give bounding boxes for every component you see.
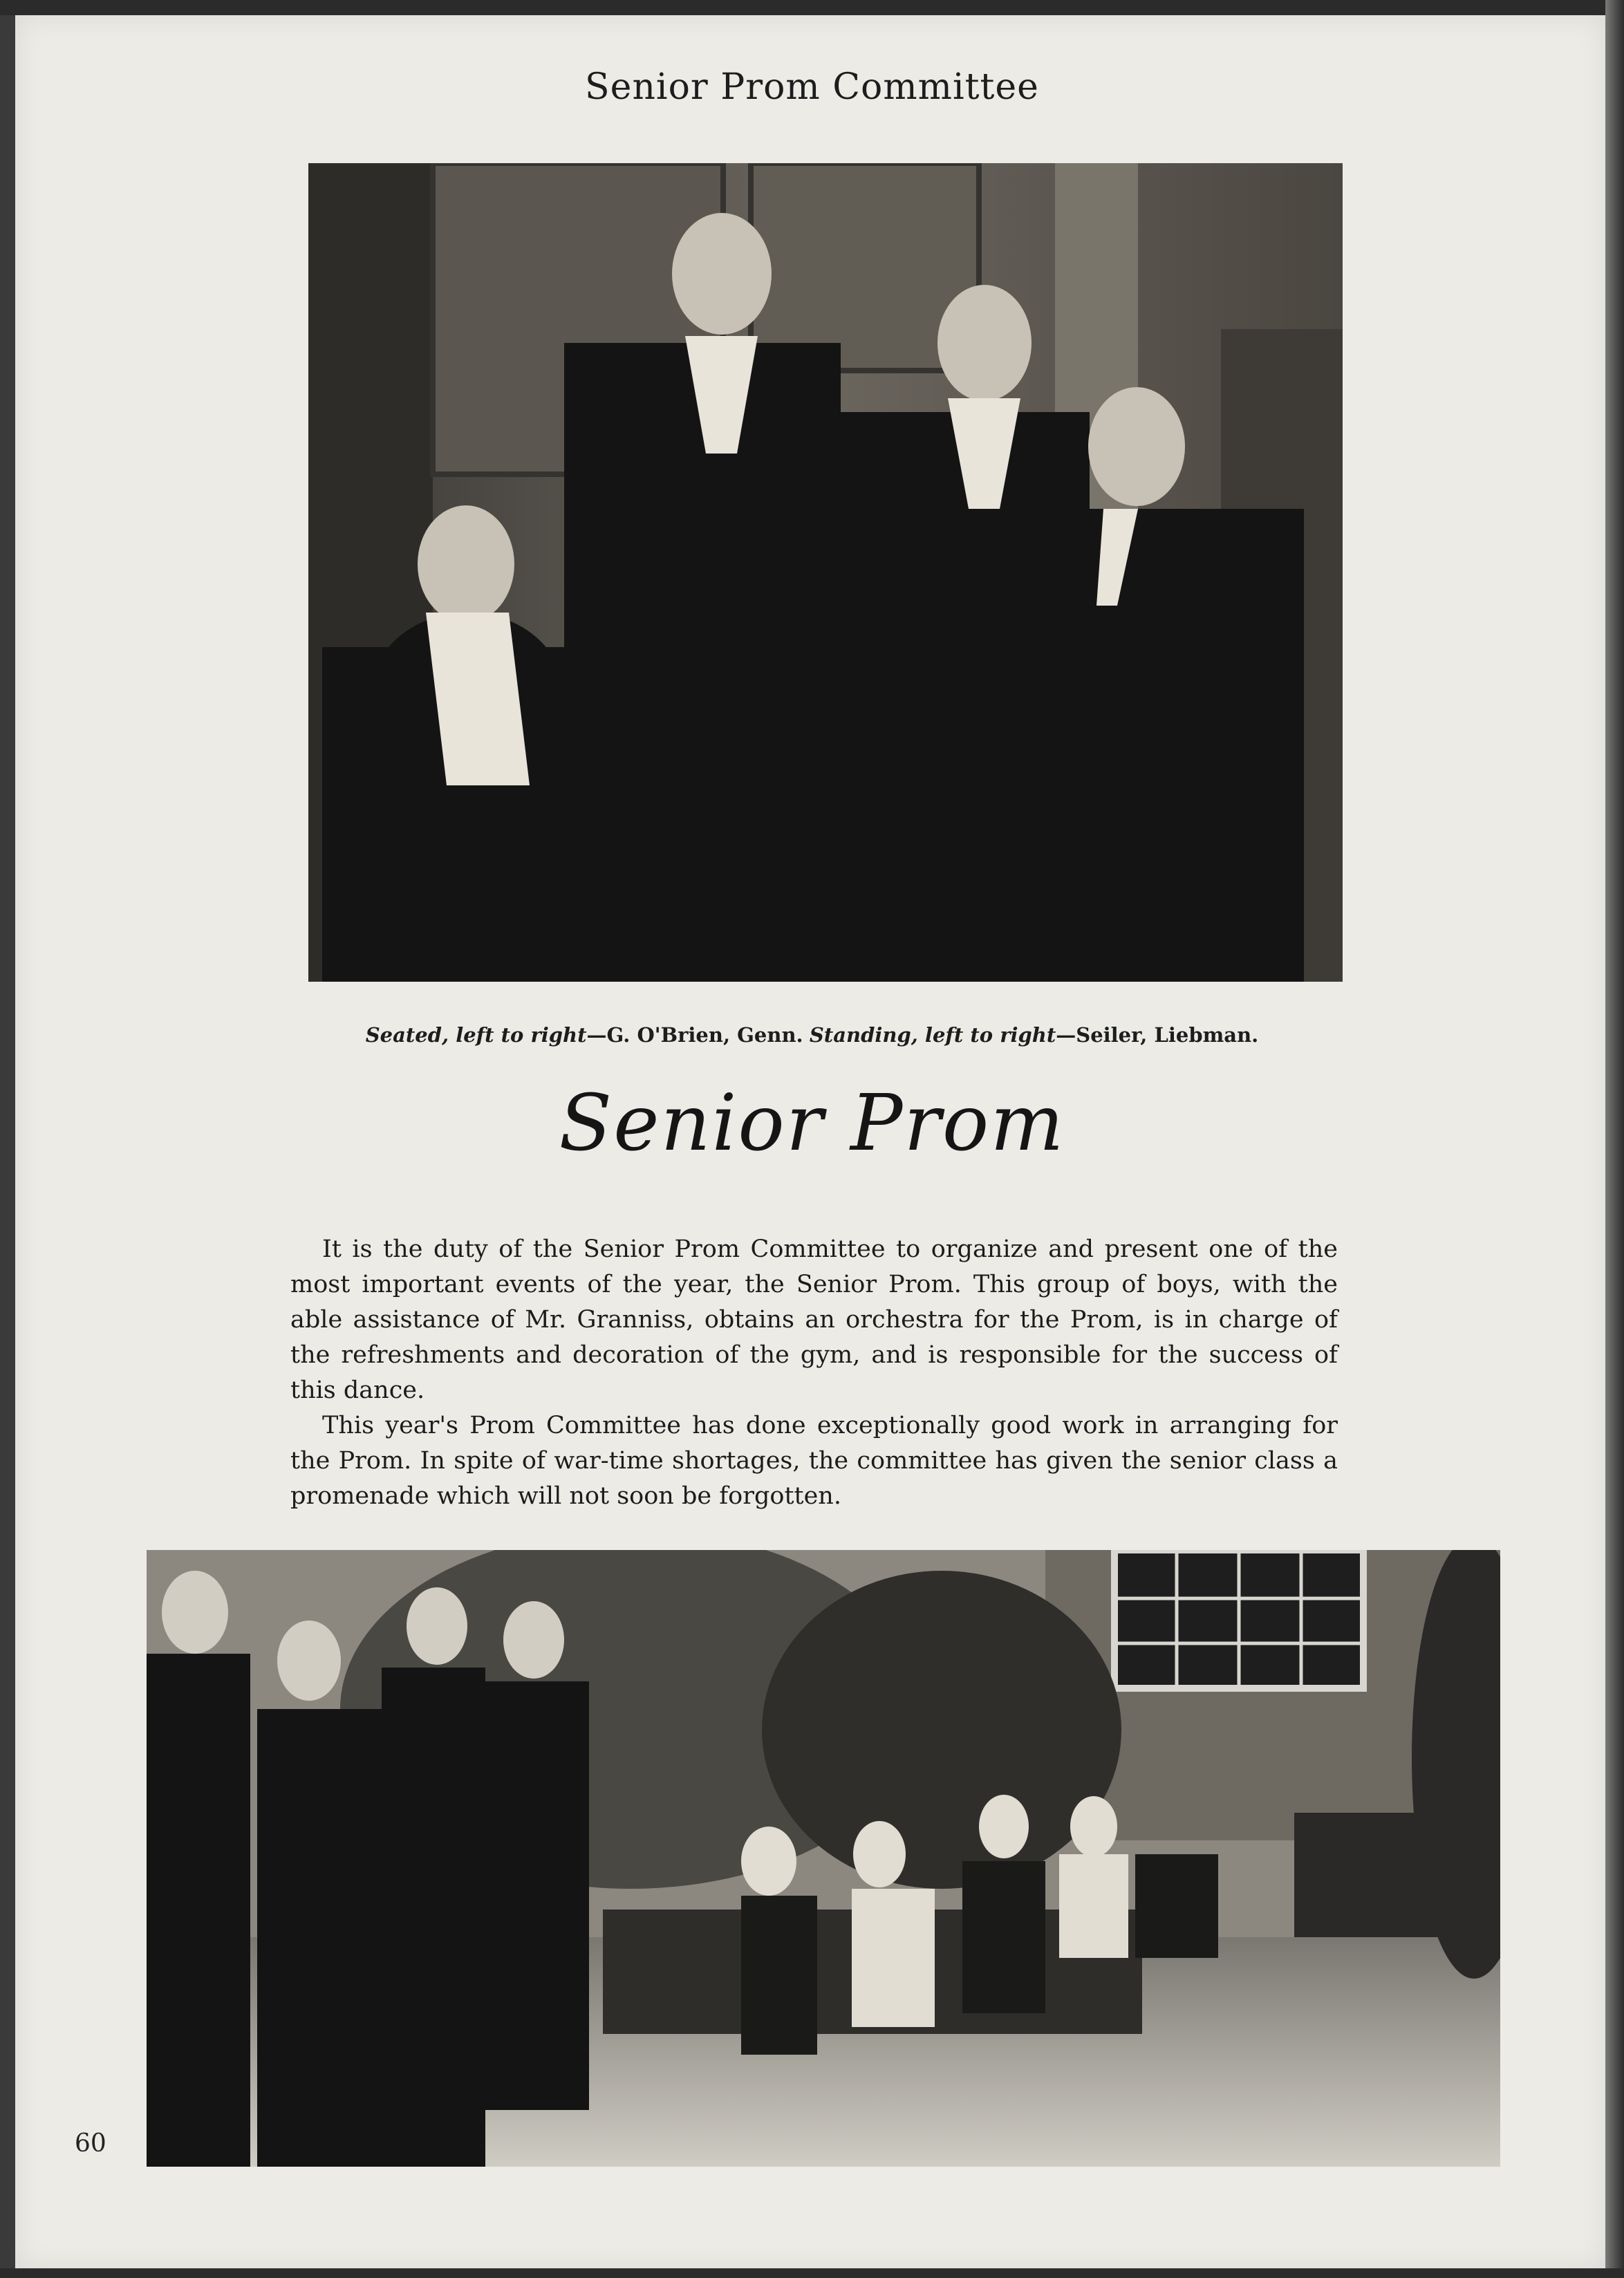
- caption-seated-label: Seated, left to right: [365, 1023, 587, 1047]
- section-title: Senior Prom: [559, 1079, 1065, 1168]
- article-body: [290, 1232, 1338, 1514]
- caption-seated-names: —G. O'Brien, Genn.: [586, 1023, 803, 1047]
- photo-caption: [0, 1023, 1624, 1047]
- caption-standing-label: Standing, left to right: [809, 1023, 1056, 1047]
- committee-photo: [308, 163, 1343, 982]
- paragraph-1: It is the duty of the Senior Prom Committee to organize and present one of the most important events of the year, the Senior Prom. This group of boys, with the able assistance of Mr. Granniss, obtains an orchestra for the Prom, is in charge of the refreshments and decoration of the gym, and is responsible for the success of this dance.: [290, 1235, 1338, 1404]
- caption-standing-names: —Seiler, Liebman.: [1056, 1023, 1259, 1047]
- scan-top-edge: [0, 0, 1624, 15]
- page-heading: Senior Prom Committee: [585, 66, 1039, 108]
- prom-photo: [147, 1550, 1500, 2167]
- paragraph-2: This year's Prom Committee has done exceptionally good work in arranging for the Prom. In spite of war-time shortages, the committee has given the senior class a promenade which will not soon be forgotten.: [290, 1412, 1338, 1510]
- page-number: 60: [75, 2129, 106, 2158]
- scan-bottom-edge: [0, 2268, 1624, 2278]
